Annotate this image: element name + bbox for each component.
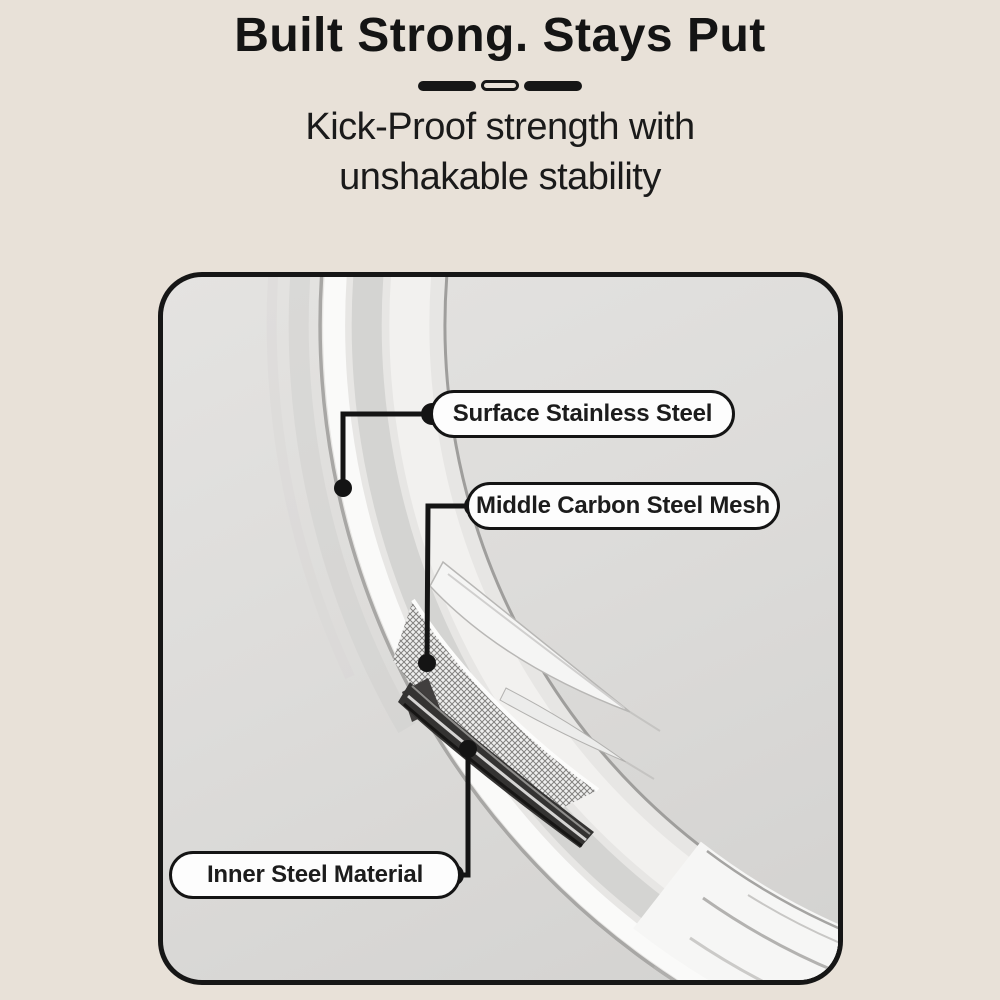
- callout-surface-stainless-steel: [430, 390, 735, 438]
- divider: [0, 80, 1000, 92]
- callout-label: Surface Stainless Steel: [452, 400, 713, 427]
- divider-bar-icon: [418, 81, 476, 91]
- callout-middle-carbon-steel-mesh: [466, 482, 780, 530]
- header: [0, 0, 1000, 202]
- callout-label: Middle Carbon Steel Mesh: [476, 492, 770, 519]
- page-title: Built Strong. Stays Put: [234, 9, 766, 62]
- divider-hollow-bar-icon: [481, 80, 519, 91]
- subtitle-line-2: unshakable stability: [339, 155, 661, 198]
- subtitle: [0, 102, 1000, 202]
- callout-label: Inner Steel Material: [206, 861, 424, 888]
- diagram-panel: [158, 272, 843, 985]
- divider-bar-icon: [524, 81, 582, 91]
- subtitle-line-1: Kick-Proof strength with: [305, 105, 695, 148]
- callout-inner-steel-material: [169, 851, 461, 899]
